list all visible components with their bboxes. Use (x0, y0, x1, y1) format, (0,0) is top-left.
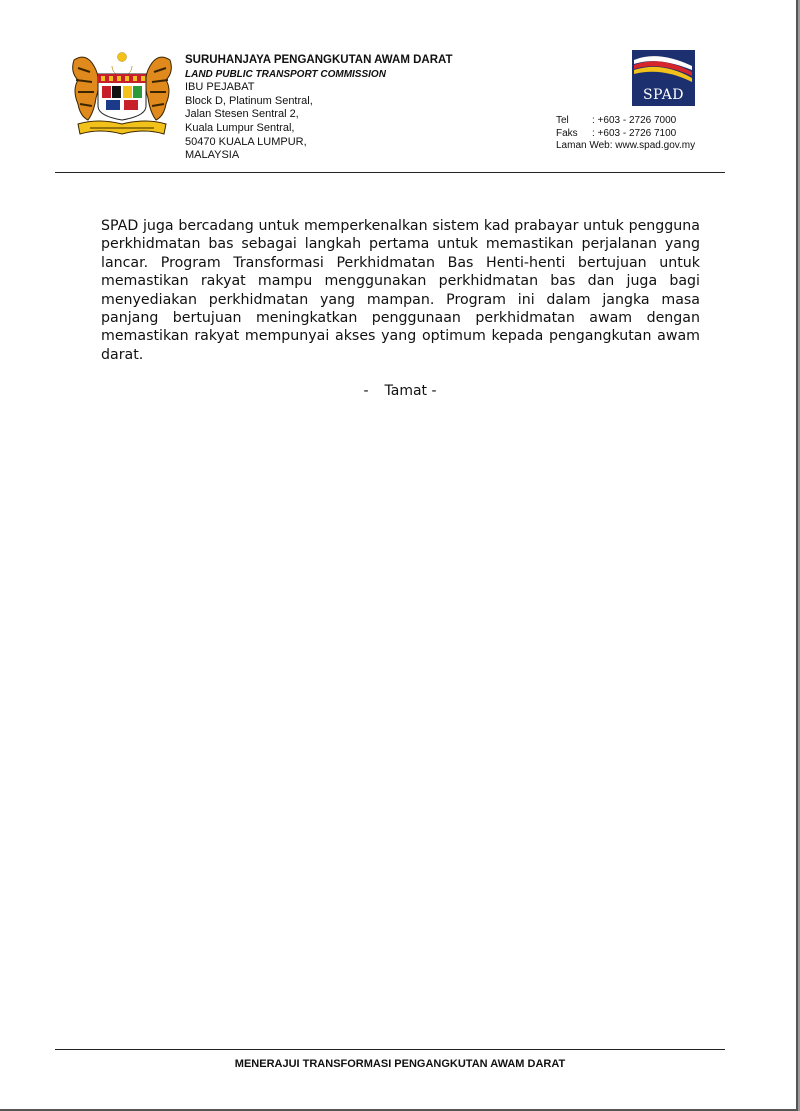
fax-label: Faks (556, 127, 578, 139)
tel-label: Tel (556, 115, 569, 126)
org-name-english: LAND PUBLIC TRANSPORT COMMISSION (185, 68, 386, 80)
organization-block (185, 54, 453, 163)
fax-value: : +603 - 2726 7100 (592, 127, 677, 139)
header-divider (55, 172, 725, 173)
footer-divider (55, 1049, 725, 1050)
footer-slogan: MENERAJUI TRANSFORMASI PENGANGKUTAN AWAM DARAT (234, 1058, 566, 1070)
tel-line (556, 115, 695, 128)
spad-swoosh-icon (632, 50, 695, 84)
tel-value: : +603 - 2726 7000 (592, 115, 677, 126)
spad-logo (632, 50, 695, 106)
body-paragraph: SPAD juga bercadang untuk memperkenalkan sistem kad prabayar untuk pengguna perkhidmatan bas sebagai langkah pertama untuk memastikan perjalanan yang lancar. Program Transformasi Perkhidmatan Bas Henti-henti bertujuan untuk memastikan rakyat mampu menggunakan perkhidmatan bas dan juga bagi menyediakan perkhidmatan yang mampan. Program ini dalam jangka masa panjang bertujuan meningkatkan penggunaan perkhidmatan awam dengan memastikan rakyat mempunyai akses yang optimum kepada pengangkutan awam darat. (101, 218, 700, 363)
malaysia-coat-of-arms-icon (68, 50, 176, 138)
address-line: Kuala Lumpur Sentral, (185, 121, 295, 134)
end-dash: - (363, 383, 369, 399)
address-line: MALAYSIA (185, 149, 240, 162)
address-line: 50470 KUALA LUMPUR, (185, 135, 307, 148)
address-line: IBU PEJABAT (185, 81, 255, 94)
end-mark (0, 383, 800, 399)
spad-logo-text: SPAD (642, 87, 685, 103)
address-line: Jalan Stesen Sentral 2, (185, 108, 299, 121)
contact-block (556, 115, 695, 153)
end-text: Tamat - (384, 383, 437, 399)
fax-line (556, 128, 695, 141)
website-line: Laman Web: www.spad.gov.my (556, 140, 696, 152)
org-name: SURUHANJAYA PENGANGKUTAN AWAM DARAT (185, 54, 453, 66)
address-line: Block D, Platinum Sentral, (185, 94, 313, 107)
